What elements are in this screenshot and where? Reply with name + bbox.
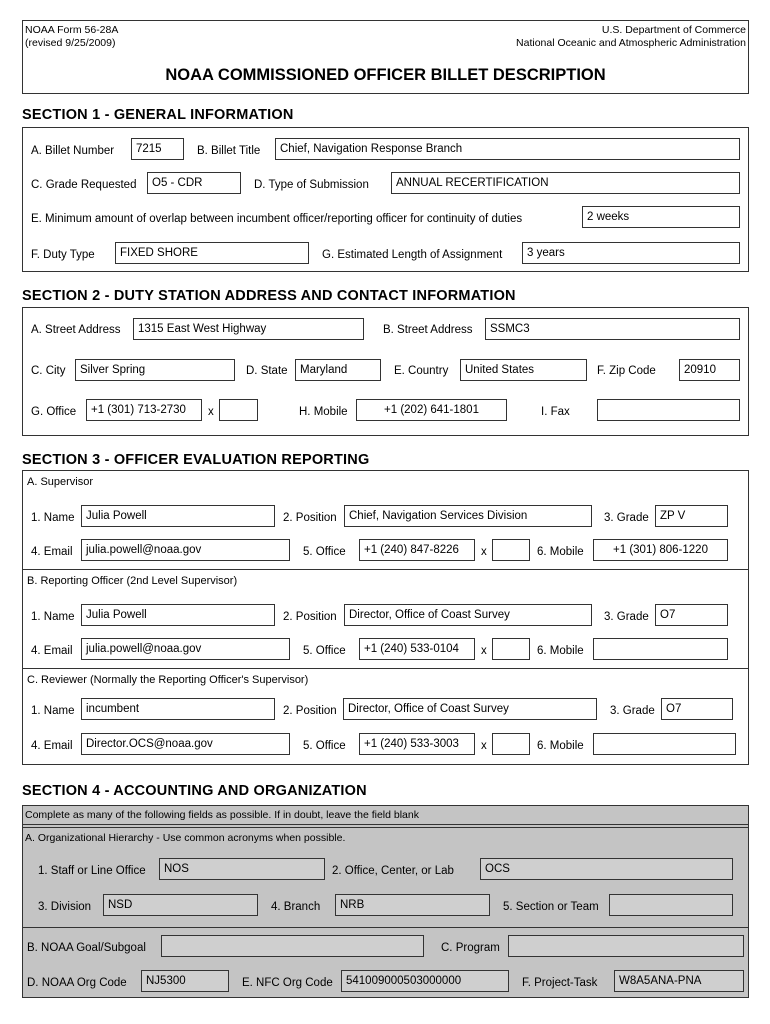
staff-office-label: 1. Staff or Line Office — [38, 865, 146, 877]
reporting-name-field[interactable]: Julia Powell — [81, 604, 275, 626]
duty-type-field[interactable]: FIXED SHORE — [115, 242, 309, 264]
reviewer-office-label: 5. Office — [303, 740, 346, 752]
duty-type-label: F. Duty Type — [31, 249, 95, 261]
reviewer-office-field[interactable]: +1 (240) 533-3003 — [359, 733, 475, 755]
reviewer-email-field[interactable]: Director.OCS@noaa.gov — [81, 733, 290, 755]
supervisor-office-field[interactable]: +1 (240) 847-8226 — [359, 539, 475, 561]
billet-number-label: A. Billet Number — [31, 145, 115, 157]
nfc-org-code-label: E. NFC Org Code — [242, 977, 333, 989]
reporting-ext-label: x — [481, 645, 487, 657]
office-center-field[interactable]: OCS — [480, 858, 733, 880]
supervisor-email-field[interactable]: julia.powell@noaa.gov — [81, 539, 290, 561]
street-a-label: A. Street Address — [31, 324, 121, 336]
reporting-position-field[interactable]: Director, Office of Coast Survey — [344, 604, 592, 626]
reporting-email-field[interactable]: julia.powell@noaa.gov — [81, 638, 290, 660]
supervisor-label: A. Supervisor — [27, 476, 94, 488]
city-field[interactable]: Silver Spring — [75, 359, 235, 381]
overlap-label: E. Minimum amount of overlap between incumbent officer/reporting officer for continuity of duties — [31, 213, 523, 225]
zip-field[interactable]: 20910 — [679, 359, 740, 381]
reviewer-name-field[interactable]: incumbent — [81, 698, 275, 720]
org-code-field[interactable]: NJ5300 — [141, 970, 229, 992]
reporting-grade-field[interactable]: O7 — [655, 604, 728, 626]
assignment-length-label: G. Estimated Length of Assignment — [322, 249, 503, 261]
street-b-field[interactable]: SSMC3 — [485, 318, 740, 340]
page-title: NOAA COMMISSIONED OFFICER BILLET DESCRIPTION — [165, 66, 606, 84]
division-field[interactable]: NSD — [103, 894, 258, 916]
hierarchy-label: A. Organizational Hierarchy - Use common acronyms when possible. — [25, 832, 346, 844]
program-label: C. Program — [441, 942, 500, 954]
overlap-field[interactable]: 2 weeks — [582, 206, 740, 228]
reporting-office-field[interactable]: +1 (240) 533-0104 — [359, 638, 475, 660]
reviewer-ext-field[interactable] — [492, 733, 530, 755]
submission-type-field[interactable]: ANNUAL RECERTIFICATION — [391, 172, 740, 194]
state-field[interactable]: Maryland — [295, 359, 381, 381]
supervisor-name-field[interactable]: Julia Powell — [81, 505, 275, 527]
agency: National Oceanic and Atmospheric Administration — [516, 37, 746, 49]
section-4-heading: SECTION 4 - ACCOUNTING AND ORGANIZATION — [22, 783, 367, 799]
grade-requested-label: C. Grade Requested — [31, 179, 137, 191]
department: U.S. Department of Commerce — [601, 24, 746, 36]
billet-title-field[interactable]: Chief, Navigation Response Branch — [275, 138, 740, 160]
nfc-org-code-field[interactable]: 541009000503000000 — [341, 970, 509, 992]
submission-type-label: D. Type of Submission — [254, 179, 369, 191]
country-label: E. Country — [394, 365, 449, 377]
supervisor-office-label: 5. Office — [303, 546, 346, 558]
goal-label: B. NOAA Goal/Subgoal — [27, 942, 146, 954]
reporting-position-label: 2. Position — [283, 611, 337, 623]
reporting-officer-label: B. Reporting Officer (2nd Level Supervisor) — [27, 575, 238, 587]
branch-field[interactable]: NRB — [335, 894, 490, 916]
reviewer-label: C. Reviewer (Normally the Reporting Officer's Supervisor) — [27, 674, 309, 686]
office-phone-field[interactable]: +1 (301) 713-2730 — [86, 399, 202, 421]
country-field[interactable]: United States — [460, 359, 587, 381]
mobile-label: H. Mobile — [299, 406, 348, 418]
division-label: 3. Division — [38, 901, 92, 913]
supervisor-mobile-field[interactable]: +1 (301) 806-1220 — [593, 539, 728, 561]
supervisor-mobile-label: 6. Mobile — [537, 546, 584, 558]
form-number: NOAA Form 56-28A — [25, 24, 119, 36]
office-ext-label: x — [208, 406, 214, 418]
reporting-office-label: 5. Office — [303, 645, 346, 657]
reviewer-grade-field[interactable]: O7 — [661, 698, 733, 720]
reviewer-position-label: 2. Position — [283, 705, 337, 717]
reporting-name-label: 1. Name — [31, 611, 75, 623]
reviewer-ext-label: x — [481, 740, 487, 752]
section-team-label: 5. Section or Team — [503, 901, 599, 913]
reviewer-position-field[interactable]: Director, Office of Coast Survey — [343, 698, 597, 720]
supervisor-grade-field[interactable]: ZP V — [655, 505, 728, 527]
section-team-field[interactable] — [609, 894, 733, 916]
supervisor-position-label: 2. Position — [283, 512, 337, 524]
city-label: C. City — [31, 365, 66, 377]
supervisor-name-label: 1. Name — [31, 512, 75, 524]
reporting-email-label: 4. Email — [31, 645, 73, 657]
reporting-ext-field[interactable] — [492, 638, 530, 660]
section-4-note: Complete as many of the following fields as possible. If in doubt, leave the field blank — [25, 809, 419, 821]
reporting-mobile-field[interactable] — [593, 638, 728, 660]
section-3-heading: SECTION 3 - OFFICER EVALUATION REPORTING — [22, 452, 370, 468]
branch-label: 4. Branch — [271, 901, 321, 913]
supervisor-position-field[interactable]: Chief, Navigation Services Division — [344, 505, 592, 527]
org-code-label: D. NOAA Org Code — [27, 977, 127, 989]
grade-requested-field[interactable]: O5 - CDR — [147, 172, 241, 194]
section-1-heading: SECTION 1 - GENERAL INFORMATION — [22, 107, 294, 123]
assignment-length-field[interactable]: 3 years — [522, 242, 740, 264]
supervisor-email-label: 4. Email — [31, 546, 73, 558]
supervisor-ext-field[interactable] — [492, 539, 530, 561]
billet-title-label: B. Billet Title — [197, 145, 261, 157]
section-3-divider-b — [22, 569, 749, 570]
staff-office-field[interactable]: NOS — [159, 858, 325, 880]
mobile-field[interactable]: +1 (202) 641-1801 — [356, 399, 507, 421]
supervisor-ext-label: x — [481, 546, 487, 558]
section-4-divider-hierarchy-top — [22, 827, 749, 828]
reviewer-mobile-label: 6. Mobile — [537, 740, 584, 752]
project-task-field[interactable]: W8A5ANA-PNA — [614, 970, 744, 992]
section-4-divider-b — [22, 927, 749, 928]
reviewer-mobile-field[interactable] — [593, 733, 736, 755]
reviewer-grade-label: 3. Grade — [610, 705, 655, 717]
supervisor-grade-label: 3. Grade — [604, 512, 649, 524]
reviewer-email-label: 4. Email — [31, 740, 73, 752]
form-revised: (revised 9/25/2009) — [25, 37, 116, 49]
office-center-label: 2. Office, Center, or Lab — [332, 865, 454, 877]
project-task-label: F. Project-Task — [522, 977, 598, 989]
office-phone-label: G. Office — [31, 406, 77, 418]
goal-field[interactable] — [161, 935, 424, 957]
program-field[interactable] — [508, 935, 744, 957]
reporting-mobile-label: 6. Mobile — [537, 645, 584, 657]
reporting-grade-label: 3. Grade — [604, 611, 649, 623]
street-a-field[interactable]: 1315 East West Highway — [133, 318, 364, 340]
fax-field[interactable] — [597, 399, 740, 421]
section-4-divider-note — [22, 824, 749, 825]
reviewer-name-label: 1. Name — [31, 705, 75, 717]
section-2-heading: SECTION 2 - DUTY STATION ADDRESS AND CONTACT INFORMATION — [22, 288, 516, 304]
street-b-label: B. Street Address — [383, 324, 473, 336]
zip-label: F. Zip Code — [597, 365, 656, 377]
state-label: D. State — [246, 365, 288, 377]
office-ext-field[interactable] — [219, 399, 258, 421]
billet-number-field[interactable]: 7215 — [131, 138, 184, 160]
section-3-divider-c — [22, 668, 749, 669]
fax-label: I. Fax — [541, 406, 570, 418]
